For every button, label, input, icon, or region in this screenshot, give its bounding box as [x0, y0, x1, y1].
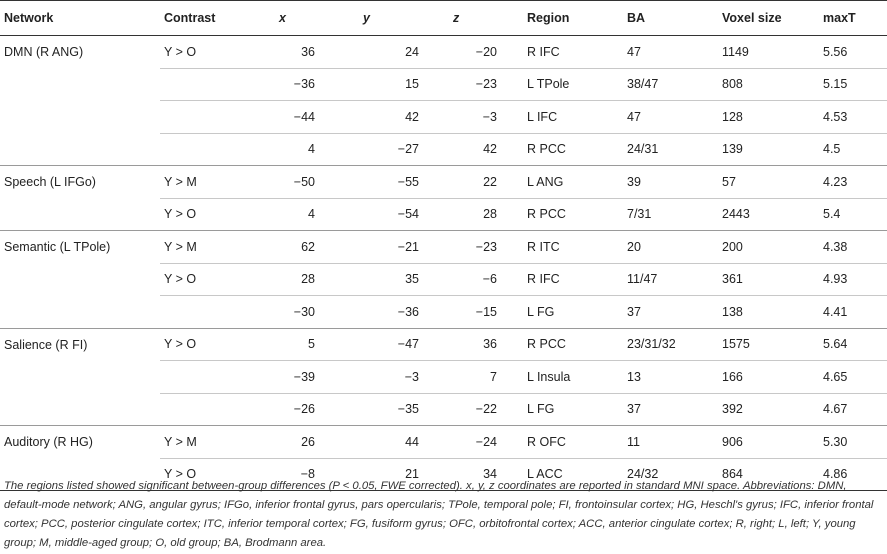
table-row: [0, 328, 887, 361]
x-value: −26: [293, 402, 315, 417]
cell-maxt: 5.64: [819, 328, 887, 361]
cell-ba: 7/31: [623, 198, 718, 231]
cell-contrast: [160, 68, 275, 101]
cell-z: −23: [433, 231, 523, 264]
cell-voxel-size: 906: [718, 426, 819, 459]
cell-maxt: 5.30: [819, 426, 887, 459]
cell-z: 42: [433, 133, 523, 166]
cell-ba: 47: [627, 44, 641, 59]
cell-contrast: Y > M: [160, 426, 275, 459]
cell-ba: 20: [623, 231, 718, 264]
cell-region: R OFC: [523, 426, 623, 459]
cell-voxel-size: 128: [718, 101, 819, 134]
cell-x: [275, 68, 333, 101]
cell-voxel-size: 1149: [722, 44, 749, 59]
cell-region: L FG: [523, 296, 623, 329]
cell-x: [275, 101, 333, 134]
header-row: [0, 1, 887, 36]
cell-ba: 23/31/32: [623, 328, 718, 361]
cell-voxel-size: 392: [718, 393, 819, 426]
cell-contrast: Y > M: [160, 166, 275, 199]
cell-z: 28: [433, 198, 523, 231]
cell-x: [275, 263, 333, 296]
cell-network: [0, 198, 160, 231]
cell-x: [275, 393, 333, 426]
table-row: [0, 101, 887, 134]
cell-voxel-size: 138: [718, 296, 819, 329]
cell-maxt: 4.93: [819, 263, 887, 296]
cell-z: −22: [433, 393, 523, 426]
cell-voxel-size: 361: [718, 263, 819, 296]
cell-network: [0, 263, 160, 296]
cell-network: [0, 133, 160, 166]
cell-z: 22: [433, 166, 523, 199]
cell-region: L FG: [523, 393, 623, 426]
cell-x: [275, 426, 333, 459]
cell-x: [275, 198, 333, 231]
table-caption: The regions listed showed significant between-group differences (P < 0.05, FWE corrected). x, y, z coordinates are reported in standard MNI space. Abbreviations: DMN, default-mode network; ANG, angular gyrus; IFGo, inferior frontal gyrus, pars opercularis; TPole, temporal pole; FI, frontoinsular cortex; HG, Heschl's gyrus; IFC, inferior frontal cortex; PCC, posterior cingulate cortex; ITC, inferior temporal cortex; FG, fusiform gyrus; OFC, orbitofrontal cortex; ACC, anterior cingulate cortex; R, right; L, left; Y, young group; M, middle-aged group; O, old group; BA, Brodmann area.: [4, 480, 874, 549]
cell-ba: 13: [623, 361, 718, 394]
x-value: 62: [301, 239, 315, 254]
cell-region: L ACC: [523, 458, 623, 491]
cell-region: R PCC: [523, 328, 623, 361]
table-row: [0, 426, 887, 459]
header-network: Network: [0, 1, 160, 36]
cell-z: 7: [433, 361, 523, 394]
cell-network: [0, 101, 160, 134]
table-row: [0, 231, 887, 264]
cell-y: −36: [333, 296, 433, 329]
cell-ba: 11/47: [623, 263, 718, 296]
cell-ba: 39: [623, 166, 718, 199]
cell-network: Salience (R FI): [0, 328, 160, 361]
cell-z: −15: [433, 296, 523, 329]
cell-z: 34: [433, 458, 523, 491]
cell-voxel-size: 2443: [718, 198, 819, 231]
cell-y: −47: [333, 328, 433, 361]
cell-y: −27: [333, 133, 433, 166]
cell-region: R PCC: [523, 133, 623, 166]
cell-contrast: [160, 133, 275, 166]
cell-network: Speech (L IFGo): [0, 166, 160, 199]
cell-y: 15: [333, 68, 433, 101]
cell-y: −55: [333, 166, 433, 199]
cell-voxel-size: 808: [718, 68, 819, 101]
header-y: y: [333, 1, 433, 36]
cell-ba: 47: [623, 101, 718, 134]
cell-network: [0, 393, 160, 426]
cell-z: −23: [433, 68, 523, 101]
x-value: −50: [293, 174, 315, 189]
cell-voxel-size: 139: [718, 133, 819, 166]
cell-maxt: 4.67: [819, 393, 887, 426]
cell-x: [275, 231, 333, 264]
x-value: −8: [300, 467, 315, 482]
header-ba: BA: [623, 1, 718, 36]
cell-x: [275, 328, 333, 361]
cell-voxel-size: 57: [718, 166, 819, 199]
table-row: [0, 361, 887, 394]
cell-z: 36: [433, 328, 523, 361]
cell-region: R PCC: [523, 198, 623, 231]
x-value: −36: [293, 77, 315, 92]
cell-ba: 11: [623, 426, 718, 459]
cell-x: [275, 36, 333, 69]
cell-region: L IFC: [523, 101, 623, 134]
cell-z: −20: [475, 44, 497, 59]
cell-voxel-size: 166: [718, 361, 819, 394]
cell-maxt: 4.38: [819, 231, 887, 264]
cell-y: 21: [333, 458, 433, 491]
cell-z: −24: [433, 426, 523, 459]
cell-contrast: [160, 101, 275, 134]
cell-z: −6: [433, 263, 523, 296]
x-value: 26: [301, 434, 315, 449]
header-contrast: Contrast: [160, 1, 275, 36]
table-row: [0, 263, 887, 296]
cell-y: 35: [333, 263, 433, 296]
table-row: [0, 296, 887, 329]
x-value: 4: [308, 142, 315, 157]
cell-y: −35: [333, 393, 433, 426]
cell-region: R ITC: [523, 231, 623, 264]
cell-contrast: [160, 296, 275, 329]
x-value: 5: [308, 337, 315, 352]
cell-maxt: 4.23: [819, 166, 887, 199]
table-row: [0, 133, 887, 166]
cell-contrast: Y > O: [164, 44, 197, 59]
header-voxel-size: Voxel size: [718, 1, 819, 36]
cell-region: L Insula: [523, 361, 623, 394]
cell-contrast: [160, 361, 275, 394]
cell-maxt: 4.41: [819, 296, 887, 329]
cell-y: −3: [333, 361, 433, 394]
cell-maxt: 4.86: [819, 458, 887, 491]
cell-x: [275, 133, 333, 166]
cell-network: [0, 296, 160, 329]
cell-contrast: Y > O: [160, 263, 275, 296]
cell-maxt: 4.5: [819, 133, 887, 166]
cell-network: [0, 68, 160, 101]
table-row: [0, 68, 887, 101]
cell-y: −54: [333, 198, 433, 231]
x-value: −30: [293, 304, 315, 319]
table-row: [0, 36, 887, 69]
cell-maxt: 5.56: [823, 44, 848, 59]
cell-contrast: Y > M: [160, 231, 275, 264]
cell-x: [275, 361, 333, 394]
cell-y: −21: [333, 231, 433, 264]
x-value: 36: [301, 44, 315, 59]
cell-region: R IFC: [527, 44, 560, 59]
cell-ba: 24/32: [623, 458, 718, 491]
cell-x: [275, 296, 333, 329]
cell-y: 24: [405, 44, 419, 59]
cell-y: 42: [333, 101, 433, 134]
cell-network: Auditory (R HG): [0, 426, 160, 459]
table-row: [0, 166, 887, 199]
cell-contrast: [160, 393, 275, 426]
header-z: z: [433, 1, 523, 36]
cell-maxt: 4.65: [819, 361, 887, 394]
cell-region: L TPole: [523, 68, 623, 101]
table-row: [0, 198, 887, 231]
cell-ba: 37: [623, 393, 718, 426]
cell-x: [275, 166, 333, 199]
cell-contrast: Y > O: [160, 198, 275, 231]
cell-region: R IFC: [523, 263, 623, 296]
header-region: Region: [523, 1, 623, 36]
header-x: x: [275, 1, 333, 36]
cell-maxt: 5.15: [819, 68, 887, 101]
x-value: 4: [308, 207, 315, 222]
cell-ba: 38/47: [623, 68, 718, 101]
cell-maxt: 4.53: [819, 101, 887, 134]
cell-network: DMN (R ANG): [4, 45, 84, 59]
cell-z: −3: [433, 101, 523, 134]
cell-region: L ANG: [523, 166, 623, 199]
cell-maxt: 5.4: [819, 198, 887, 231]
cell-network: Semantic (L TPole): [0, 231, 160, 264]
x-value: 28: [301, 272, 315, 287]
cell-contrast: Y > O: [160, 328, 275, 361]
header-maxt: maxT: [819, 1, 887, 36]
cell-ba: 37: [623, 296, 718, 329]
cell-voxel-size: 200: [718, 231, 819, 264]
x-value: −39: [293, 369, 315, 384]
cell-ba: 24/31: [623, 133, 718, 166]
x-value: −44: [293, 109, 315, 124]
cell-y: 44: [333, 426, 433, 459]
table-row: [0, 393, 887, 426]
cell-voxel-size: 1575: [718, 328, 819, 361]
cell-contrast: Y > O: [160, 458, 275, 491]
cell-voxel-size: 864: [718, 458, 819, 491]
cell-network: [0, 361, 160, 394]
